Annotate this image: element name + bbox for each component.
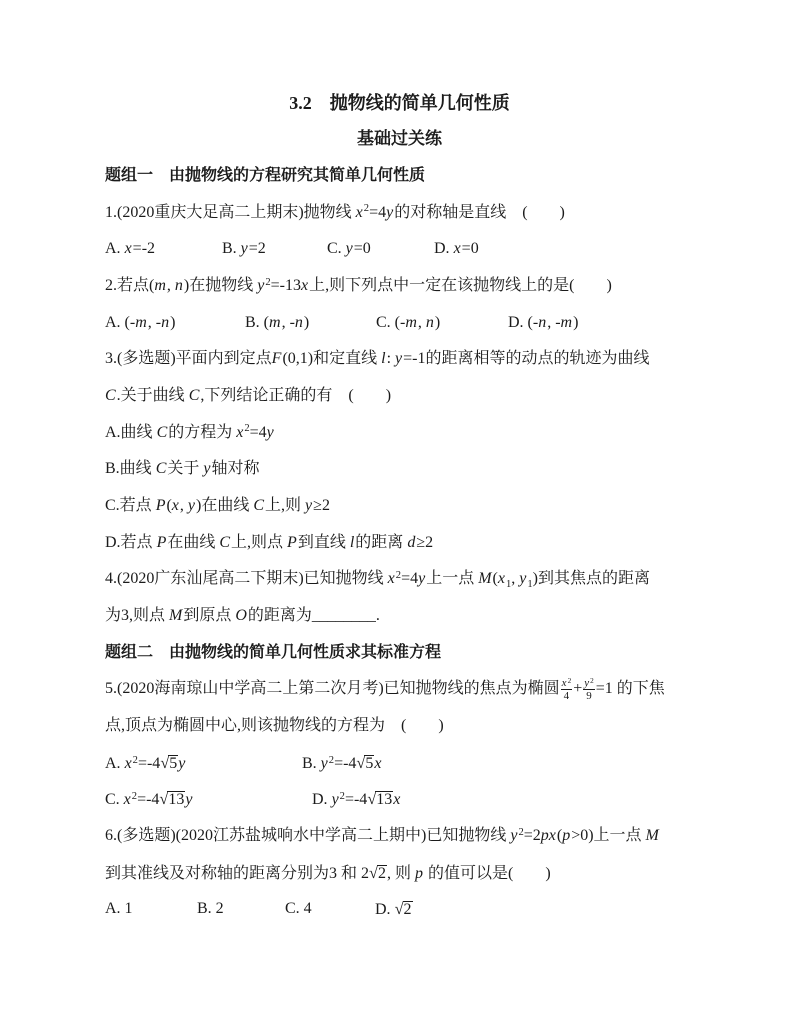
- text-run: B.曲线: [105, 460, 156, 478]
- text-run: A. (-: [105, 313, 136, 331]
- math-variable: y: [240, 240, 248, 258]
- math-variable: m: [154, 277, 166, 295]
- math-variable: y: [185, 791, 193, 809]
- text-run: =4: [369, 203, 387, 221]
- text-run: 的距离: [355, 533, 408, 551]
- question-6-option-d[interactable]: [375, 891, 413, 929]
- math-variable: M: [645, 827, 659, 845]
- fraction: [583, 677, 595, 702]
- question-5-option-d[interactable]: [312, 781, 401, 819]
- text-run: 的值可以是( ): [423, 864, 551, 882]
- math-variable: y: [187, 497, 196, 515]
- text-run: ): [573, 313, 579, 331]
- text-run: 的对称轴是直线 ( ): [394, 203, 565, 221]
- text-run: 的距离为________.: [247, 607, 380, 625]
- text-run: ): [170, 313, 176, 331]
- question-1-option-c[interactable]: [327, 231, 371, 268]
- text-run: B. (: [245, 313, 269, 331]
- question-1-option-b[interactable]: [222, 231, 266, 268]
- question-2-option-d[interactable]: [508, 305, 578, 342]
- text-run: (: [166, 497, 172, 515]
- math-variable: n: [161, 313, 170, 331]
- fraction: [561, 677, 573, 702]
- radical-sign: √: [160, 752, 170, 772]
- text-run: ,下列结论正确的有 ( ): [200, 387, 392, 405]
- math-variable: y: [305, 497, 313, 515]
- question-6-stem-line-1: [105, 818, 694, 855]
- group-heading-2: 题组二 由抛物线的简单几何性质求其标准方程: [105, 643, 442, 661]
- radical-sign: √: [394, 899, 404, 919]
- text-run: =2: [523, 827, 541, 845]
- text-run: .关于曲线: [116, 387, 189, 405]
- text-run: D.: [312, 791, 332, 809]
- math-variable: y: [257, 277, 265, 295]
- math-variable: x: [497, 570, 505, 588]
- text-run: ): [303, 313, 310, 331]
- question-5-options-row-2: [105, 781, 694, 818]
- math-variable: px: [540, 827, 556, 845]
- radical-sign: √: [356, 752, 366, 772]
- math-variable: p: [414, 864, 423, 882]
- math-variable: x: [123, 791, 131, 809]
- text-run: =0: [353, 240, 371, 258]
- superscript: 2: [518, 826, 524, 838]
- text-run: (: [556, 827, 563, 845]
- text-run: =1 的下焦: [595, 680, 665, 698]
- question-6-stem-line-2: [105, 855, 694, 892]
- math-variable: C: [155, 460, 167, 478]
- question-5-stem-line-1: [105, 671, 694, 708]
- text-run: A.曲线: [105, 423, 157, 441]
- question-2-option-a[interactable]: [105, 305, 175, 342]
- text-run: =-2: [132, 240, 156, 258]
- math-variable: d: [407, 533, 416, 551]
- superscript: 2: [132, 754, 138, 766]
- math-variable: C: [219, 533, 231, 551]
- denominator: [583, 690, 595, 702]
- text-run: B.: [222, 240, 241, 258]
- math-variable: F: [271, 350, 282, 368]
- text-run: =2: [248, 240, 266, 258]
- superscript: 2: [265, 276, 271, 288]
- text-run: ,: [417, 313, 426, 331]
- text-run: +: [573, 680, 583, 698]
- math-variable: x: [561, 677, 567, 690]
- math-variable: n: [538, 313, 547, 331]
- text-run: D.若点: [105, 533, 157, 551]
- text-run: )在曲线: [196, 497, 254, 515]
- text-run: >0)上一点: [571, 827, 646, 845]
- math-variable: y: [510, 827, 518, 845]
- text-run: C.若点: [105, 497, 156, 515]
- question-6-options: [105, 891, 694, 928]
- text-run: )到其焦点的距离: [532, 570, 650, 588]
- question-2-options: [105, 305, 694, 342]
- superscript: 2: [363, 203, 370, 215]
- question-3-stem-line-1: [105, 341, 694, 378]
- math-variable: x: [393, 791, 401, 809]
- text-run: , -: [547, 313, 561, 331]
- question-3-option-d[interactable]: [105, 525, 694, 562]
- text-run: D.: [375, 901, 395, 919]
- question-6-option-a[interactable]: [105, 891, 133, 928]
- math-variable: x: [301, 277, 309, 295]
- text-run: =-4: [137, 791, 160, 809]
- text-run: =-13: [270, 277, 301, 295]
- text-run: 到原点: [183, 607, 236, 625]
- math-variable: y: [519, 570, 527, 588]
- question-5-stem-line-2: [105, 708, 694, 745]
- text-run: , 则: [386, 864, 415, 882]
- math-variable: y: [320, 754, 328, 772]
- text-run: C.: [327, 240, 346, 258]
- subscript: 1: [505, 578, 512, 590]
- superscript: 2: [590, 676, 594, 685]
- text-run: =-4: [344, 791, 368, 809]
- text-run: 2.若点(: [105, 277, 155, 295]
- text-run: =-4: [334, 754, 357, 772]
- math-variable: y: [178, 754, 186, 772]
- numerator: [583, 677, 595, 690]
- math-variable: m: [269, 313, 281, 331]
- text-run: 4: [563, 690, 570, 703]
- square-root: [356, 752, 374, 772]
- text-run: =-1的距离相等的动点的轨迹为曲线: [403, 350, 650, 368]
- text-run: B. 2: [197, 900, 224, 918]
- text-run: 为3,则点: [105, 607, 170, 625]
- text-run: ): [434, 313, 441, 331]
- radical-sign: √: [367, 789, 377, 809]
- text-run: A. 1: [105, 900, 133, 918]
- question-3-option-b[interactable]: [105, 451, 694, 488]
- question-2-stem: [105, 268, 694, 305]
- text-run: =4: [249, 423, 267, 441]
- math-variable: x: [124, 240, 132, 258]
- question-1-options: [105, 231, 694, 268]
- radicand: 5: [365, 754, 374, 772]
- section-subtitle: 基础过关练: [357, 129, 442, 149]
- text-run: C. 4: [285, 900, 312, 918]
- radicand: 2: [377, 864, 386, 882]
- superscript: 2: [328, 754, 335, 766]
- text-run: ,: [511, 570, 520, 588]
- math-variable: m: [560, 313, 573, 331]
- subscript: 1: [527, 578, 533, 590]
- math-variable: n: [174, 277, 183, 295]
- text-run: 上,则: [265, 497, 306, 515]
- square-root: [159, 791, 185, 808]
- superscript: 2: [339, 791, 345, 803]
- text-run: 点,顶点为椭圆中心,则该抛物线的方程为 ( ): [105, 717, 444, 735]
- question-3-stem-line-2: [105, 378, 694, 415]
- text-run: =-4: [137, 754, 161, 772]
- question-6-option-b[interactable]: [197, 891, 224, 928]
- question-4-stem-line-2: [105, 598, 694, 635]
- superscript: 2: [395, 570, 402, 582]
- math-variable: l: [381, 350, 386, 368]
- text-run: 6.(多选题)(2020江苏盐城响水中学高二上期中)已知抛物线: [105, 827, 511, 845]
- math-variable: l: [349, 533, 355, 551]
- math-variable: y: [203, 460, 211, 478]
- square-root: [367, 791, 393, 808]
- math-variable: P: [287, 533, 297, 551]
- text-run: 关于: [167, 460, 204, 478]
- math-variable: y: [584, 677, 590, 690]
- math-variable: y: [266, 423, 274, 441]
- square-root: [369, 862, 387, 882]
- math-variable: O: [235, 607, 247, 625]
- worksheet-page: [105, 85, 694, 928]
- math-variable: P: [156, 533, 167, 551]
- math-variable: n: [425, 313, 434, 331]
- question-5-option-a[interactable]: [105, 745, 186, 783]
- text-run: ≥2: [313, 497, 330, 515]
- text-run: 上,则点: [231, 533, 288, 551]
- question-5-options-row-1: [105, 745, 694, 782]
- text-run: 轴对称: [211, 460, 260, 478]
- math-variable: m: [135, 313, 147, 331]
- text-run: 9: [586, 690, 592, 703]
- math-variable: p: [562, 827, 571, 845]
- superscript: 2: [131, 791, 138, 803]
- question-6-option-c[interactable]: [285, 891, 312, 928]
- text-run: (: [492, 570, 498, 588]
- radical-sign: √: [369, 862, 378, 882]
- math-variable: C: [156, 423, 168, 441]
- text-run: C. (-: [376, 313, 406, 331]
- text-run: 4.(2020广东汕尾高二下期末)已知抛物线: [105, 570, 388, 588]
- radicand: 2: [403, 901, 412, 919]
- math-variable: y: [418, 570, 426, 588]
- question-2-option-b[interactable]: [245, 305, 309, 342]
- text-run: =0: [461, 240, 479, 258]
- math-variable: n: [294, 313, 303, 331]
- math-variable: M: [478, 570, 492, 588]
- text-run: , -: [281, 313, 295, 331]
- text-run: 到直线: [297, 533, 350, 551]
- radicand: 13: [376, 791, 393, 809]
- math-variable: P: [155, 497, 166, 515]
- radicand: 5: [169, 754, 178, 772]
- text-run: , -: [147, 313, 162, 331]
- question-5-option-b[interactable]: [302, 745, 382, 783]
- math-variable: x: [171, 497, 179, 515]
- page-title: 3.2 抛物线的简单几何性质: [289, 92, 510, 113]
- radicand: 13: [168, 791, 185, 809]
- text-run: ≥2: [416, 533, 434, 551]
- math-variable: y: [395, 350, 403, 368]
- math-variable: C: [253, 497, 265, 515]
- question-2-option-c[interactable]: [376, 305, 440, 342]
- text-run: :: [386, 350, 396, 368]
- math-variable: x: [453, 240, 461, 258]
- question-1-option-a[interactable]: [105, 231, 155, 268]
- text-run: (0,1)和定直线: [282, 350, 382, 368]
- text-run: 5.(2020海南琼山中学高二上第二次月考)已知抛物线的焦点为椭圆: [105, 680, 560, 698]
- question-3-option-c[interactable]: [105, 488, 694, 525]
- text-run: A.: [105, 754, 125, 772]
- math-variable: x: [387, 570, 395, 588]
- text-run: )在抛物线: [183, 277, 258, 295]
- text-run: C.: [105, 791, 124, 809]
- math-variable: x: [236, 423, 244, 441]
- math-variable: y: [386, 203, 394, 221]
- question-4-stem-line-1: [105, 561, 694, 598]
- text-run: 上,则下列点中一定在该抛物线上的是( ): [309, 277, 612, 295]
- group-heading-1: 题组一 由抛物线的方程研究其简单几何性质: [105, 167, 426, 185]
- math-variable: M: [169, 607, 183, 625]
- text-run: D.: [434, 240, 454, 258]
- text-run: B.: [302, 754, 321, 772]
- question-5-option-c[interactable]: [105, 781, 193, 819]
- math-variable: y: [331, 791, 339, 809]
- text-run: 在曲线: [167, 533, 220, 551]
- text-run: 到其准线及对称轴的距离分别为3 和 2: [105, 864, 370, 882]
- square-root: [160, 752, 178, 772]
- math-variable: m: [405, 313, 417, 331]
- math-variable: C: [188, 387, 200, 405]
- text-run: 上一点: [426, 570, 479, 588]
- superscript: 2: [244, 423, 250, 435]
- radical-sign: √: [159, 789, 169, 809]
- denominator: [561, 690, 573, 702]
- text-run: ,: [166, 277, 175, 295]
- superscript: 2: [567, 676, 572, 685]
- text-run: D. (-: [508, 313, 539, 331]
- math-variable: x: [124, 754, 132, 772]
- text-run: 的方程为: [168, 423, 237, 441]
- text-run: =4: [401, 570, 419, 588]
- question-3-option-a[interactable]: [105, 415, 694, 452]
- math-variable: x: [374, 754, 382, 772]
- question-1-option-d[interactable]: [434, 231, 479, 268]
- text-run: A.: [105, 240, 125, 258]
- question-1-stem: [105, 195, 694, 232]
- math-variable: C: [105, 387, 116, 405]
- square-root: [395, 901, 413, 918]
- math-variable: x: [355, 203, 363, 221]
- text-run: ,: [179, 497, 188, 515]
- math-variable: y: [345, 240, 353, 258]
- text-run: 1.(2020重庆大足高二上期末)抛物线: [105, 203, 356, 221]
- text-run: 3.(多选题)平面内到定点: [105, 350, 272, 368]
- numerator: [561, 677, 573, 690]
